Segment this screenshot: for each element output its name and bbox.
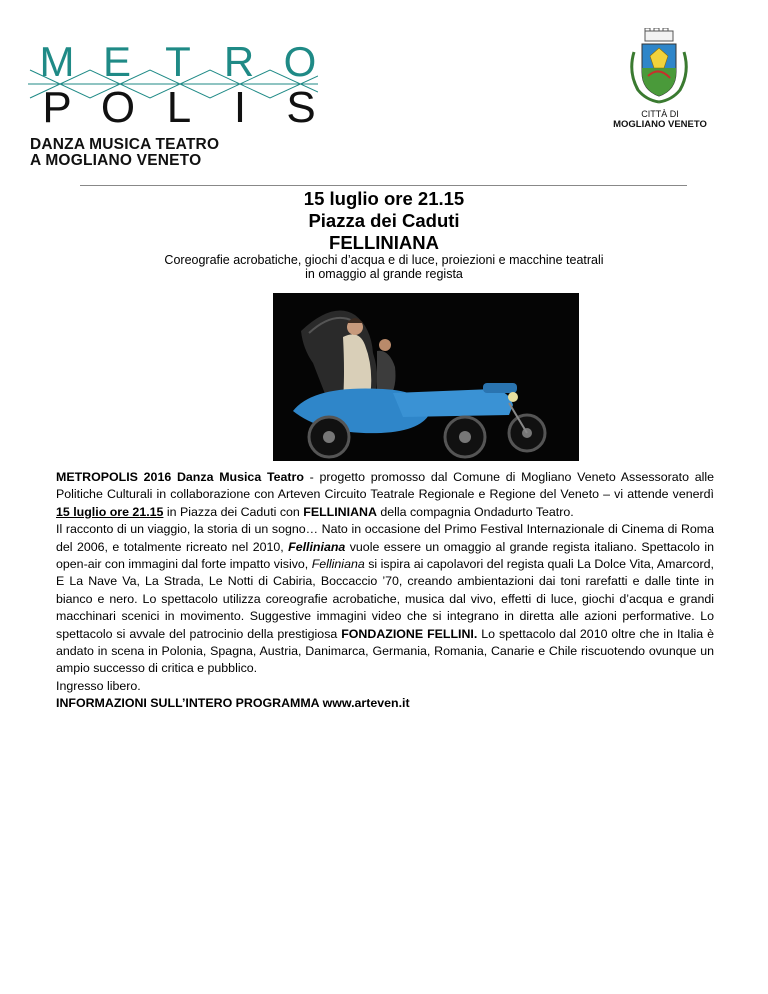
desc-show-italic: Felliniana [311, 557, 365, 572]
crest-shield-icon [624, 28, 694, 108]
performer-on-sidecar-image [273, 293, 579, 461]
logo-letter: R [223, 38, 255, 85]
logo-letter: P [42, 83, 72, 132]
paragraph-intro [56, 469, 714, 521]
logo-letter: E [102, 38, 131, 85]
info-line: INFORMAZIONI SULL’INTERO PROGRAMMA www.arteven.it [56, 696, 410, 710]
event-date-time: 15 luglio ore 21.15 [303, 188, 465, 209]
desc-show-bold-italic: Felliniana [288, 539, 346, 554]
logo-letter: L [166, 83, 192, 132]
logo-letter: T [165, 38, 191, 85]
intro-date: 15 luglio ore 21.15 [56, 504, 164, 519]
crest-caption-small: CITTÀ DI [641, 109, 679, 119]
logo-letter: M [39, 38, 75, 85]
event-description-2: in omaggio al grande regista [305, 267, 463, 281]
logo-letter: O [283, 38, 317, 85]
logo-letter: O [100, 83, 136, 132]
intro-text-a: - progetto promosso dal Comune di Mogliano Veneto Assessorato alle Politiche Culturali in collaborazione con Arteven Circuito Teatrale Regionale e Regione del Veneto – vi attende venerdì [56, 470, 714, 502]
logo-subtitle-1: DANZA MUSICA TEATRO [30, 136, 220, 153]
festival-name: METROPOLIS 2016 Danza Musica Teatro [56, 470, 304, 484]
intro-show-name: FELLINIANA [303, 504, 377, 519]
desc-text-a: Il racconto di un viaggio, la storia di un sogno… Nato in occasione del Primo Festival Internazionale di Cinema di Roma del 2006, e totalmente ricreato nel 2010, [56, 522, 714, 554]
intro-text-c: della compagnia Ondadurto Teatro. [376, 504, 574, 519]
desc-text-d: Lo spettacolo dal 2010 oltre che in Italia è andato in scena in Polonia, Spagna, Austria, Danimarca, Germania, Romania, Canarie e Chile riscuotendo ovunque un ampio successo di critica e pubblico. [56, 626, 714, 676]
event-title: FELLINIANA [329, 232, 439, 253]
logo-letter: S [286, 83, 316, 132]
desc-text-b: vuole essere un omaggio al grande regista italiano. Spettacolo in open-air con immagini dal forte impatto visivo, [56, 539, 715, 572]
logo-polis-word [28, 83, 330, 133]
crest-caption-big: MOGLIANO VENETO [613, 119, 707, 130]
event-description-1: Coreografie acrobatiche, giochi d’acqua e di luce, proiezioni e macchine teatrali [164, 253, 604, 267]
article-body [56, 469, 714, 695]
desc-text-c: si ispira ai capolavori del regista quali La Dolce Vita, Amarcord, E La Nave Va, La Strada, Le Notti di Cabiria, Boccaccio ’70, creando ambientazioni dai toni rarefatti e dalle tinte in bianco e nero. Lo spettacolo utilizza coreografie acrobatiche, musica dal vivo, effetti di luce, giochi d’acqua e grandi macchinari scenici in movimento. Suggestive immagini video che si integrano in diretta alle azioni performative. Lo spettacolo si avvale del patrocinio della prestigiosa [56, 557, 715, 641]
foundation-name: FONDAZIONE FELLINI. [341, 626, 478, 641]
event-place: Piazza dei Caduti [308, 210, 460, 231]
paragraph-description [56, 521, 714, 678]
logo-letter: I [233, 83, 247, 132]
logo-subtitle-2: A MOGLIANO VENETO [30, 152, 202, 169]
event-photo [273, 293, 579, 461]
intro-text-b: in Piazza dei Caduti con [163, 504, 304, 519]
horizontal-rule [80, 185, 687, 186]
paragraph-entry: Ingresso libero. [56, 678, 141, 693]
